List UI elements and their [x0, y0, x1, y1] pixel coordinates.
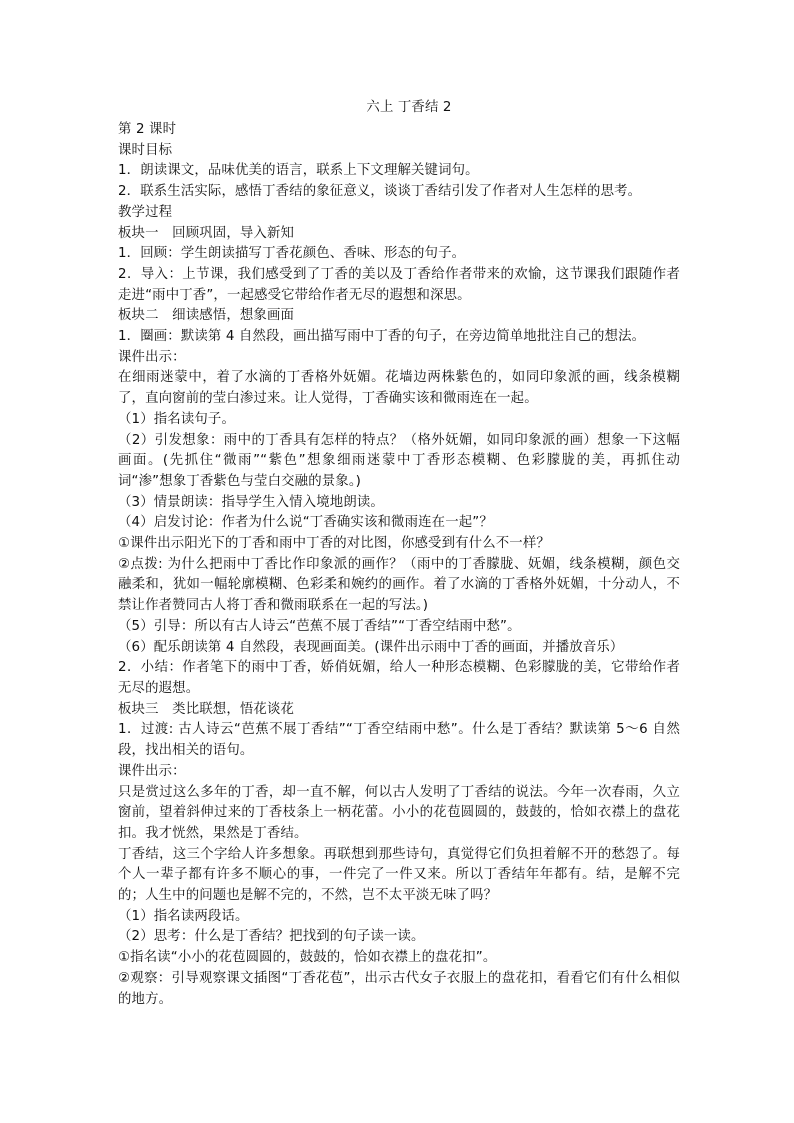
text-line: ①指名读“小小的花苞圆圆的，鼓鼓的，恰如衣襟上的盘花扣”。: [118, 950, 497, 966]
document-page: [118, 96, 680, 1010]
text-line: （4）启发讨论：作者为什么说“丁香确实该和微雨连在一起”？: [118, 515, 493, 531]
text-line: （6）配乐朗读第 4 自然段，表现画面美。(课件出示雨中丁香的画面，并播放音乐）: [118, 639, 624, 655]
text-paragraph: ②点拨: 为什么把雨中丁香比作印象派的画作？（雨中的丁香朦胧、妩媚，线条模糊，颜色交融柔和，犹如一幅轮廓模糊、色彩柔和婉约的画作。着了水滴的丁香格外妩媚，十分动人，不禁让作者赞同古人将丁香和微雨联系在一起的写法。): [118, 556, 680, 614]
text-line: 课件出示：: [118, 349, 186, 365]
text-line: 1．朗读课文，品味优美的语言，联系上下文理解关键词句。: [118, 163, 479, 179]
text-line: （5）引导：所以有古人诗云“芭蕉不展丁香结”“丁香空结雨中愁”。: [118, 618, 521, 634]
document-body: [118, 120, 680, 1010]
text-paragraph: （2）引发想象：雨中的丁香具有怎样的特点？（格外妩媚，如同印象派的画）想象一下这幅画面。(先抓住“微雨”“紫色”想象细雨迷蒙中丁香形态模糊、色彩朦胧的美，再抓住动词“渗”想象丁香紫色与莹白交融的景象。): [118, 432, 680, 489]
quoted-text: 在细雨迷蒙中，着了水滴的丁香格外妩媚。花墙边两株紫色的，如同印象派的画，线条模糊了，直向窗前的莹白渗过来。让人觉得，丁香确实该和微雨连在一起。: [118, 370, 680, 407]
quoted-text: 丁香结，这三个字给人许多想象。再联想到那些诗句，真觉得它们负担着解不开的愁怨了。每个人一辈子都有许多不顺心的事，一件完了一件又来。所以丁香结年年都有。结，是解不完的；人生中的问题也是解不完的，不然，岂不太平淡无味了吗？: [118, 846, 680, 904]
quoted-text: 只是赏过这么多年的丁香，却一直不解，何以古人发明了丁香结的说法。今年一次春雨，久立窗前，望着斜伸过来的丁香枝条上一柄花蕾。小小的花苞圆圆的，鼓鼓的，恰如衣襟上的盘花扣。我才恍然，果然是丁香结。: [118, 784, 680, 841]
text-line: ①课件出示阳光下的丁香和雨中丁香的对比图，你感受到有什么不一样？: [118, 536, 550, 552]
document-title: 六上 丁香结 2: [366, 100, 452, 115]
text-paragraph: ②观察：引导观察课文插图“丁香花苞”，出示古代女子衣服上的盘花扣，看看它们有什么相似的地方。: [118, 970, 680, 1007]
section-heading: 板块三 类比联想，悟花谈花: [118, 701, 295, 717]
text-paragraph: 2．导入：上节课，我们感受到了丁香的美以及丁香给作者带来的欢愉，这节课我们跟随作者走进“雨中丁香”，一起感受它带给作者无尽的遐想和深思。: [118, 266, 680, 303]
text-line: （1）指名读句子。: [118, 411, 235, 427]
text-line: （3）情景朗读：指导学生入情入境地朗读。: [118, 494, 384, 510]
text-line: （1）指名读两段话。: [118, 908, 249, 924]
text-line: （2）思考：什么是丁香结？把找到的句子读一读。: [118, 929, 425, 945]
text-line: 1．圈画：默读第 4 自然段，画出描写雨中丁香的句子，在旁边简单地批注自己的想法。: [118, 329, 646, 345]
text-line: 课件出示：: [118, 763, 186, 779]
text-line: 第 2 课时: [118, 122, 177, 137]
text-paragraph: 1．过渡: 古人诗云“芭蕉不展丁香结”“丁香空结雨中愁”。什么是丁香结？默读第 5～6 自然段，找出相关的语句。: [118, 722, 680, 759]
section-heading: 板块一 回顾巩固，导入新知: [118, 225, 295, 241]
section-heading: 板块二 细读感悟，想象画面: [118, 308, 295, 324]
section-heading: 课时目标: [118, 142, 173, 158]
text-paragraph: 2．小结：作者笔下的雨中丁香，娇俏妩媚，给人一种形态模糊、色彩朦胧的美，它带给作者无尽的遐想。: [118, 660, 680, 696]
section-heading: 教学过程: [118, 204, 173, 220]
text-line: 1．回顾：学生朗读描写丁香花颜色、香味、形态的句子。: [118, 246, 466, 262]
text-line: 2．联系生活实际，感悟丁香结的象征意义，谈谈丁香结引发了作者对人生怎样的思考。: [118, 184, 642, 200]
